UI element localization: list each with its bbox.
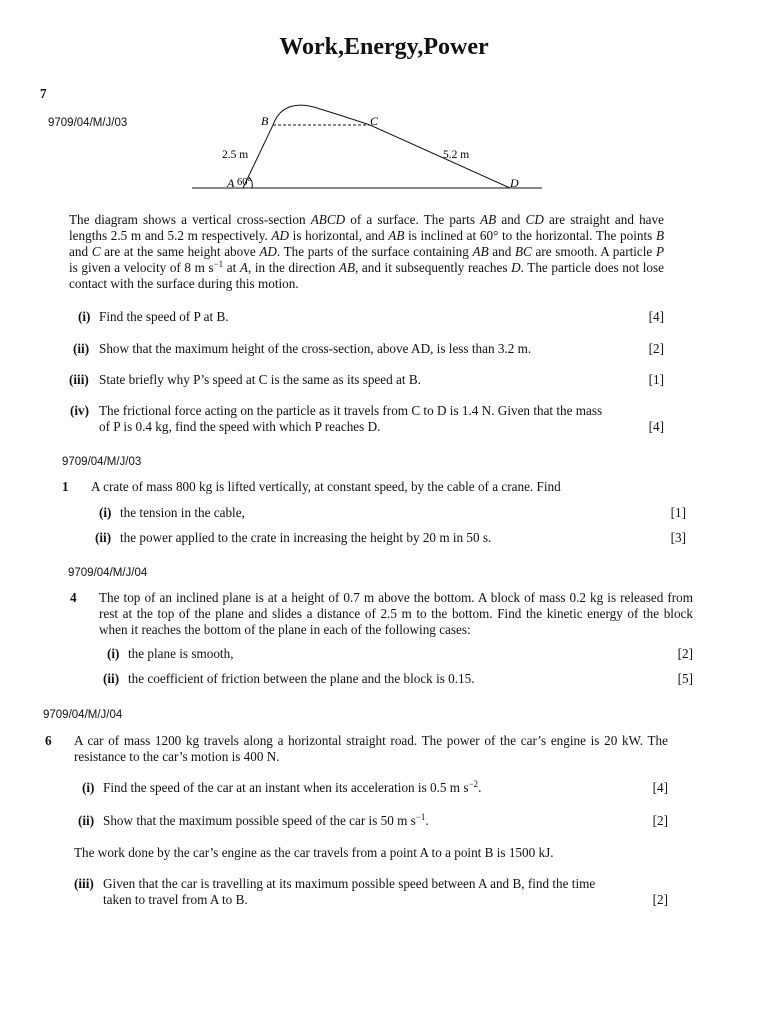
question-4-part-ii: (ii) the coefficient of friction between the plane and the block is 0.15. [5] <box>103 671 693 686</box>
question-7-part-iii: (iii) State briefly why P’s speed at C is the same as its speed at B. [1] <box>69 372 664 387</box>
question-4-text: The top of an inclined plane is at a height of 0.7 m above the bottom. A block of mass 0.2 kg is released from rest at the top of the plane and slides a distance of 2.5 m to the bottom. Find the kinetic energy of the block when it reaches the bottom of the plane in each of the following cases: <box>99 590 693 637</box>
question-4-code: 9709/04/M/J/04 <box>68 567 148 579</box>
label-b: B <box>261 114 269 128</box>
question-6-part-i: (i) Find the speed of the car at an instant when its acceleration is 0.5 m $s^{-2}$. [4] <box>82 779 668 795</box>
question-6-text: A car of mass 1200 kg travels along a horizontal straight road. The power of the car’s engine is 20 kW. The resistance to the car’s motion is 400 N. <box>74 733 668 764</box>
label-a: A <box>227 176 235 190</box>
question-1-text: A crate of mass 800 kg is lifted vertically, at constant speed, by the cable of a crane. Find <box>91 479 561 494</box>
page-title: Work,Energy,Power <box>279 34 489 60</box>
curve-bc <box>273 105 370 125</box>
label-d: D <box>510 176 519 190</box>
angle-label: 60° <box>237 177 252 188</box>
question-6-code: 9709/04/M/J/04 <box>43 709 123 721</box>
question-7-part-ii: (ii) Show that the maximum height of the cross-section, above AD, is less than 3.2 m. [2] <box>73 341 664 356</box>
question-4-number: 4 <box>70 590 77 605</box>
question-1-number: 1 <box>62 479 69 494</box>
cross-section-diagram <box>180 95 560 195</box>
question-1-code: 9709/04/M/J/03 <box>62 456 142 468</box>
question-7-intro: The diagram shows a vertical cross-section ABCD of a surface. The parts AB and CD are straight and have lengths 2.5 m and 5.2 m respectively. AD is horizontal, and AB is inclined at 60° to the horizontal. The points B and C are at the same height above AD. The parts of the surface containing AB and BC are smooth. A particle P is given a velocity of 8 m $s^{-1}$ at A, in the direction AB, and it subsequently reaches D. The particle does not lose contact with the surface during this motion. <box>69 212 664 291</box>
length-cd: 5.2 m <box>443 149 470 161</box>
question-6-part-ii: (ii) Show that the maximum possible speed of the car is 50 m $s^{-1}$. [2] <box>78 812 668 828</box>
label-c: C <box>370 114 379 128</box>
question-6-part-iii: (iii) Given that the car is travelling at its maximum possible speed between A and B, find the time taken to travel from A to B. [2] <box>74 876 668 907</box>
question-4-part-i: (i) the plane is smooth, [2] <box>107 646 693 661</box>
question-1-part-ii: (ii) the power applied to the crate in increasing the height by 20 m in 50 s. [3] <box>95 530 686 545</box>
question-7-part-i: (i) Find the speed of P at B. [4] <box>78 309 664 324</box>
question-6-between-text: The work done by the car’s engine as the car travels from a point A to a point B is 1500 kJ. <box>74 845 554 860</box>
question-7-part-iv: (iv) The frictional force acting on the particle as it travels from C to D is 1.4 N. Given that the mass of P is 0.4 kg, find the speed with which P reaches D. [4] <box>70 403 664 434</box>
question-7-code: 9709/04/M/J/03 <box>48 117 128 129</box>
length-ab: 2.5 m <box>222 149 249 161</box>
question-1-part-i: (i) the tension in the cable, [1] <box>99 505 686 520</box>
question-7-number: 7 <box>40 86 47 101</box>
question-6-number: 6 <box>45 733 52 748</box>
segment-cd <box>370 125 510 188</box>
